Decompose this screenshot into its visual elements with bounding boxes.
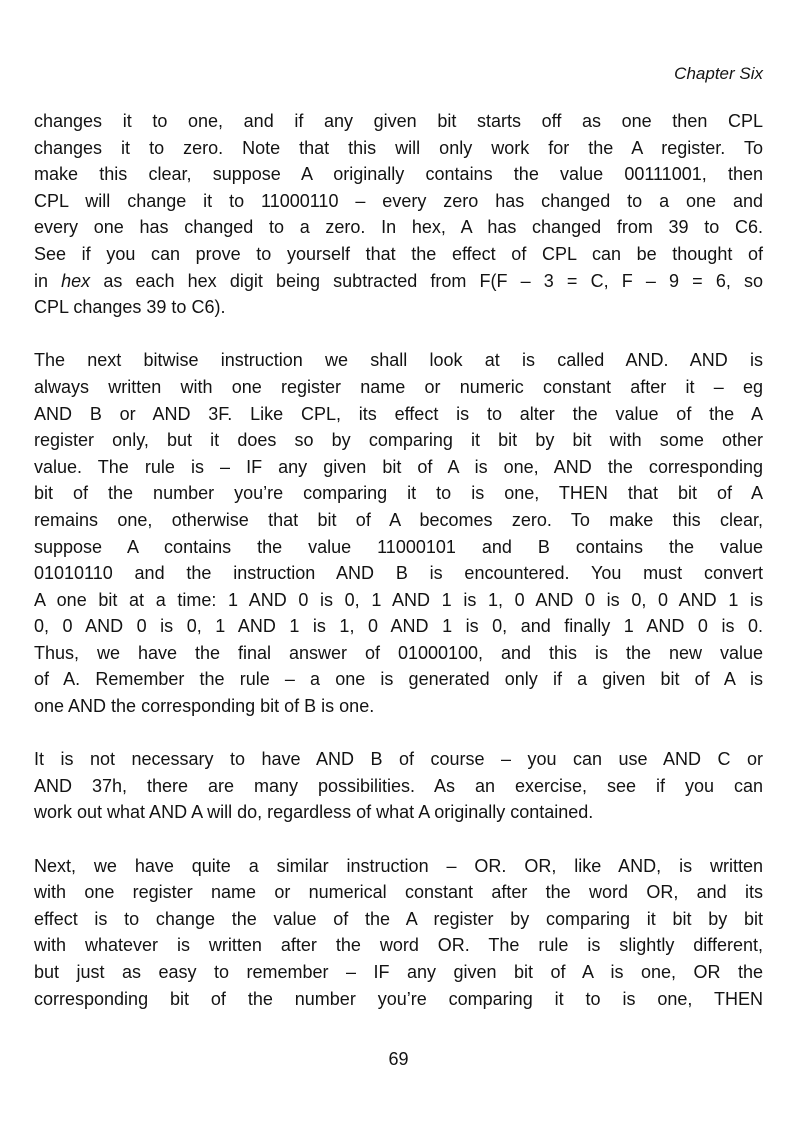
text-line bbox=[34, 587, 763, 614]
text-run: A one bit at a time: 1 AND 0 is 0, 1 AND 1 is 1, 0 AND 0 is 0, 0 AND 1 is bbox=[34, 589, 763, 610]
body-text bbox=[34, 108, 763, 1012]
text-line bbox=[34, 773, 763, 800]
text-run: 0, 0 AND 0 is 0, 1 AND 1 is 1, 0 AND 1 is 0, and finally 1 AND 0 is 0. bbox=[34, 616, 763, 637]
text-line bbox=[34, 268, 763, 295]
text-run: always written with one register name or numeric constant after it – eg bbox=[34, 376, 763, 397]
text-line bbox=[34, 454, 763, 481]
text-run: 01010110 and the instruction AND B is encountered. You must convert bbox=[34, 563, 763, 584]
text-line bbox=[34, 666, 763, 693]
paragraph bbox=[34, 746, 763, 826]
paragraph bbox=[34, 108, 763, 321]
text-run: with whatever is written after the word OR. The rule is slightly different, bbox=[34, 935, 763, 956]
text-run: register only, but it does so by comparing it bit by bit with some other bbox=[34, 430, 763, 451]
text-line bbox=[34, 374, 763, 401]
text-line bbox=[34, 108, 763, 135]
paragraph bbox=[34, 347, 763, 719]
text-run: changes it to zero. Note that this will only work for the A register. To bbox=[34, 137, 763, 158]
text-line bbox=[34, 427, 763, 454]
text-line bbox=[34, 906, 763, 933]
paragraph bbox=[34, 853, 763, 1013]
page-number: 69 bbox=[388, 1049, 409, 1070]
text-run: CPL will change it to 11000110 – every zero has changed to a one and bbox=[34, 190, 763, 211]
text-run: one AND the corresponding bit of B is one. bbox=[34, 696, 375, 717]
running-header: Chapter Six bbox=[674, 64, 763, 83]
text-run: corresponding bit of the number you’re comparing it to is one, THEN bbox=[34, 988, 763, 1009]
text-run: in bbox=[34, 270, 62, 291]
text-line bbox=[34, 135, 763, 162]
text-line bbox=[34, 932, 763, 959]
text-line bbox=[34, 347, 763, 374]
text-line bbox=[34, 613, 763, 640]
text-line bbox=[34, 959, 763, 986]
text-run: with one register name or numerical constant after the word OR, and its bbox=[34, 882, 763, 903]
text-run: The next bitwise instruction we shall look at is called AND. AND is bbox=[34, 350, 763, 371]
text-line bbox=[34, 294, 763, 321]
text-line bbox=[34, 507, 763, 534]
text-line bbox=[34, 241, 763, 268]
text-line bbox=[34, 640, 763, 667]
text-run: but just as easy to remember – IF any given bit of A is one, OR the bbox=[34, 962, 763, 982]
text-run: work out what AND A will do, regardless of what A originally contained. bbox=[34, 802, 594, 823]
italic-text-run: hex bbox=[61, 270, 91, 291]
text-line bbox=[34, 534, 763, 561]
text-line bbox=[34, 480, 763, 507]
text-line bbox=[34, 161, 763, 188]
text-run: make this clear, suppose A originally contains the value 00111001, then bbox=[34, 164, 763, 185]
text-run: value. The rule is – IF any given bit of A is one, AND the corresponding bbox=[34, 456, 763, 477]
text-run: AND B or AND 3F. Like CPL, its effect is to alter the value of the A bbox=[34, 403, 763, 424]
text-line bbox=[34, 188, 763, 215]
text-run: every one has changed to a zero. In hex, A has changed from 39 to C6. bbox=[34, 217, 763, 238]
text-run: Next, we have quite a similar instruction – OR. OR, like AND, is written bbox=[34, 855, 763, 876]
text-run: as each hex digit being subtracted from F(F – 3 = C, F – 9 = 6, so bbox=[90, 270, 763, 291]
text-line bbox=[34, 986, 763, 1013]
text-run: effect is to change the value of the A register by comparing it bit by bit bbox=[34, 908, 763, 929]
text-run: It is not necessary to have AND B of course – you can use AND C or bbox=[34, 749, 763, 770]
text-line bbox=[34, 693, 763, 720]
text-run: suppose A contains the value 11000101 and B contains the value bbox=[34, 536, 763, 557]
text-run: CPL changes 39 to C6). bbox=[34, 297, 226, 318]
text-line bbox=[34, 401, 763, 428]
text-run: remains one, otherwise that bit of A becomes zero. To make this clear, bbox=[34, 509, 763, 530]
text-line bbox=[34, 560, 763, 587]
text-run: Thus, we have the final answer of 01000100, and this is the new value bbox=[34, 642, 763, 663]
text-run: changes it to one, and if any given bit starts off as one then CPL bbox=[34, 111, 763, 131]
text-line bbox=[34, 879, 763, 906]
text-line bbox=[34, 214, 763, 241]
text-line bbox=[34, 799, 763, 826]
text-run: bit of the number you’re comparing it to is one, THEN that bit of A bbox=[34, 483, 763, 504]
text-run: of A. Remember the rule – a one is generated only if a given bit of A is bbox=[34, 669, 763, 690]
text-line bbox=[34, 853, 763, 880]
text-line bbox=[34, 746, 763, 773]
text-run: See if you can prove to yourself that the effect of CPL can be thought of bbox=[34, 243, 763, 264]
text-run: AND 37h, there are many possibilities. As an exercise, see if you can bbox=[34, 775, 763, 796]
